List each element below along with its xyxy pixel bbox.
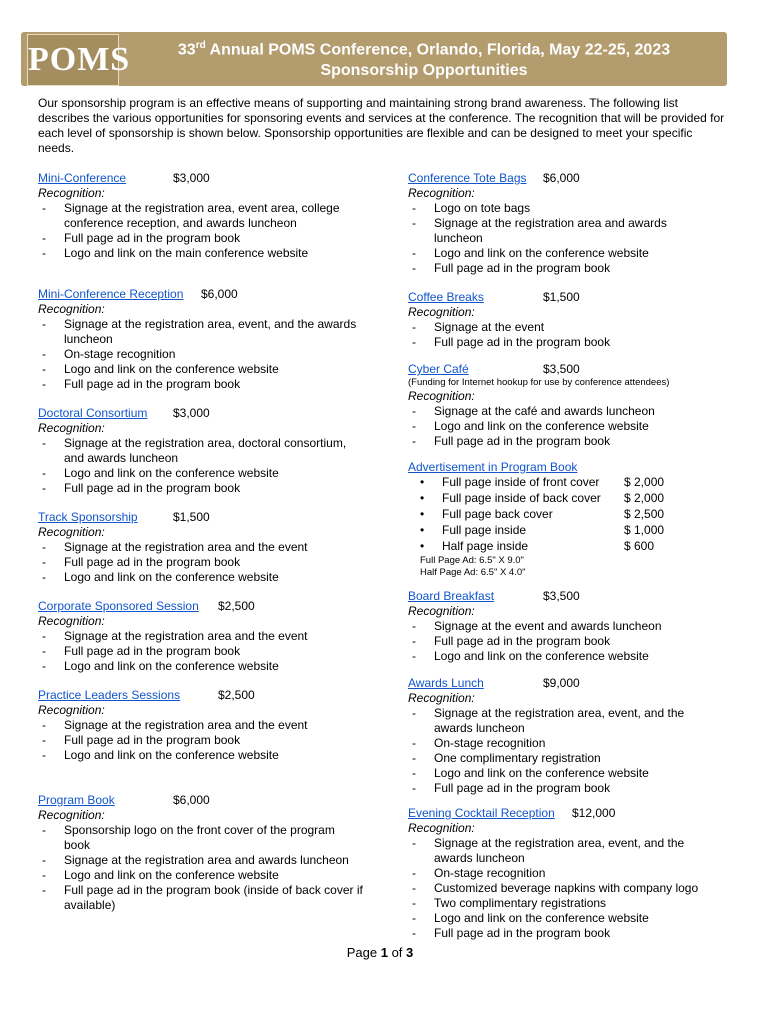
benefit-item: - Logo and link on the conference website [408, 649, 708, 664]
recognition-label: Recognition: [38, 703, 105, 717]
sponsorship-price: $9,000 [543, 676, 580, 690]
benefit-item: - Logo and link on the conference website [408, 246, 708, 261]
benefit-item: - Logo and link on the main conference website [38, 246, 368, 261]
funding-note: (Funding for Internet hookup for use by conference attendees) [408, 377, 670, 388]
benefit-item: - Customized beverage napkins with company logo [408, 881, 723, 896]
benefit-item: - Full page ad in the program book [38, 231, 368, 246]
benefit-item: - Signage at the registration area and the event [38, 718, 368, 733]
sponsorship-title-link[interactable]: Track Sponsorship [38, 510, 138, 524]
sponsorship-corporate-session [38, 599, 368, 674]
benefit-item: - Two complimentary registrations [408, 896, 723, 911]
recognition-label: Recognition: [38, 614, 105, 628]
conference-title: 33rd Annual POMS Conference, Orlando, Florida, May 22-25, 2023 [177, 40, 671, 59]
recognition-label: Recognition: [38, 808, 105, 822]
recognition-label: Recognition: [408, 691, 475, 705]
benefit-item: - Sponsorship logo on the front cover of the program book [38, 823, 363, 853]
sponsorship-title-link[interactable]: Conference Tote Bags [408, 171, 527, 185]
sponsorship-title-link[interactable]: Mini-Conference Reception [38, 287, 184, 301]
page-header [21, 32, 727, 86]
sponsorship-tote-bags [408, 171, 708, 276]
sponsorship-price: $3,500 [543, 362, 580, 376]
ad-option [408, 491, 708, 507]
intro-paragraph: Our sponsorship program is an effective means of supporting and maintaining strong brand awareness. The following list describes the various opportunities for sponsoring events and services at the conference. The recognition that will be provided for each level of sponsorship is shown below. Sponsorship opportunities are flexible and can be designed to meet your specific needs. [38, 96, 725, 155]
benefit-item: - Logo and link on the conference website [38, 466, 368, 481]
benefit-item: - Logo and link on the conference website [38, 748, 368, 763]
benefit-item: - Signage at the registration area and the event [38, 629, 368, 644]
sponsorship-price: $6,000 [173, 793, 210, 807]
recognition-label: Recognition: [408, 389, 475, 403]
benefit-item: - Full page ad in the program book [408, 634, 708, 649]
benefit-item: - On-stage recognition [408, 866, 723, 881]
sponsorship-title-link[interactable]: Corporate Sponsored Session [38, 599, 199, 613]
benefit-item: - Logo and link on the conference website [408, 911, 723, 926]
ad-option-label: Full page inside of front cover [442, 475, 600, 489]
sponsorship-price: $12,000 [572, 806, 616, 820]
sponsorship-title-link[interactable]: Program Book [38, 793, 115, 807]
ad-option-label: Full page inside [442, 523, 527, 537]
benefit-item: - Logo and link on the conference website [38, 868, 363, 883]
ad-option [408, 475, 708, 491]
benefit-item: - On-stage recognition [408, 736, 708, 751]
sponsorship-price: $2,500 [218, 688, 255, 702]
ad-option-price: $ 2,500 [624, 507, 665, 521]
benefit-item: - Full page ad in the program book [408, 434, 728, 449]
ad-option [408, 507, 708, 523]
sponsorship-title-link[interactable]: Advertisement in Program Book [408, 460, 578, 474]
benefit-item: - Signage at the registration area, event, and the awards luncheon [408, 836, 723, 866]
benefit-item: - Full page ad in the program book [408, 781, 708, 796]
sponsorship-doctoral-consortium [38, 406, 368, 496]
benefit-item: - Full page ad in the program book [38, 377, 368, 392]
ad-option-price: $ 1,000 [624, 523, 665, 537]
sponsorship-track-sponsorship [38, 510, 368, 585]
benefit-item: - Signage at the registration area, event area, college conference reception, and awards luncheon [38, 201, 368, 231]
page-number [0, 945, 760, 960]
sponsorship-title-link[interactable]: Cyber Café [408, 362, 469, 376]
recognition-label: Recognition: [38, 302, 105, 316]
benefit-item: - Full page ad in the program book [38, 555, 368, 570]
recognition-label: Recognition: [408, 186, 475, 200]
benefit-item: - Full page ad in the program book [38, 733, 368, 748]
sponsorship-coffee-breaks [408, 290, 708, 350]
recognition-label: Recognition: [408, 604, 475, 618]
sponsorship-price: $6,000 [543, 171, 580, 185]
benefit-item: - Signage at the event [408, 320, 708, 335]
benefit-item: - Signage at the registration area, event, and the awards luncheon [408, 706, 708, 736]
sponsorship-title-link[interactable]: Mini-Conference [38, 171, 127, 185]
ad-size-half: Half Page Ad: 6.5" X 4.0" [420, 567, 526, 578]
sponsorship-board-breakfast [408, 589, 708, 664]
sponsorship-awards-lunch [408, 676, 708, 796]
benefit-item: - Signage at the registration area and awards luncheon [38, 853, 363, 868]
page-current: 1 [380, 945, 388, 960]
sponsorship-price: $1,500 [173, 510, 210, 524]
sponsorship-title-link[interactable]: Coffee Breaks [408, 290, 484, 304]
benefit-item: - One complimentary registration [408, 751, 708, 766]
benefit-item: - Signage at the event and awards luncheon [408, 619, 708, 634]
sponsorship-price: $3,000 [173, 171, 210, 185]
sponsorship-price: $6,000 [201, 287, 238, 301]
sponsorship-title-link[interactable]: Doctoral Consortium [38, 406, 148, 420]
recognition-label: Recognition: [38, 525, 105, 539]
sponsorship-price: $2,500 [218, 599, 255, 613]
sponsorship-price: $1,500 [543, 290, 580, 304]
sponsorship-title-link[interactable]: Awards Lunch [408, 676, 484, 690]
ad-option-price: $ 2,000 [624, 475, 665, 489]
benefit-item: - Full page ad in the program book [38, 481, 368, 496]
ad-option-label: Full page inside of back cover [442, 491, 601, 505]
ad-option [408, 539, 708, 555]
benefit-item: - Signage at the registration area, doctoral consortium, and awards luncheon [38, 436, 368, 466]
recognition-label: Recognition: [408, 821, 475, 835]
benefit-item: - Signage at the registration area, event, and the awards luncheon [38, 317, 368, 347]
benefit-item: - Logo on tote bags [408, 201, 708, 216]
benefit-item: - On-stage recognition [38, 347, 368, 362]
benefit-item: - Logo and link on the conference website [408, 766, 708, 781]
sponsorship-evening-cocktail [408, 806, 723, 941]
recognition-label: Recognition: [408, 305, 475, 319]
page-prefix: Page [346, 945, 381, 960]
benefit-item: - Full page ad in the program book [408, 926, 723, 941]
sponsorship-price: $3,000 [173, 406, 210, 420]
ad-option [408, 523, 708, 539]
benefit-item: - Full page ad in the program book [38, 644, 368, 659]
poms-logo: POMS [27, 34, 119, 86]
sponsorship-title-link[interactable]: Evening Cocktail Reception [408, 806, 555, 820]
benefit-item: - Logo and link on the conference website [408, 419, 728, 434]
sponsorship-title-link[interactable]: Board Breakfast [408, 589, 495, 603]
ad-option-label: Full page back cover [442, 507, 553, 521]
benefit-item: - Signage at the café and awards luncheon [408, 404, 728, 419]
benefit-item: - Full page ad in the program book [408, 261, 708, 276]
benefit-item: - Logo and link on the conference website [38, 362, 368, 377]
ad-size-full: Full Page Ad: 6.5" X 9.0" [420, 555, 524, 566]
sponsorship-mini-conference-reception [38, 287, 368, 392]
ad-option-price: $ 600 [624, 539, 655, 553]
recognition-label: Recognition: [38, 421, 105, 435]
sponsorship-title-link[interactable]: Practice Leaders Sessions [38, 688, 181, 702]
sponsorship-practice-leaders [38, 688, 368, 763]
sponsorship-price: $3,500 [543, 589, 580, 603]
sponsorship-mini-conference [38, 171, 368, 261]
ad-option-price: $ 2,000 [624, 491, 665, 505]
benefit-item: - Logo and link on the conference website [38, 570, 368, 585]
benefit-item: - Logo and link on the conference website [38, 659, 368, 674]
recognition-label: Recognition: [38, 186, 105, 200]
benefit-item: - Full page ad in the program book [408, 335, 708, 350]
sponsorship-advertisement [408, 460, 708, 579]
page-of: of [387, 945, 407, 960]
benefit-item: - Signage at the registration area and awards luncheon [408, 216, 708, 246]
page-total: 3 [406, 945, 414, 960]
sponsorship-cyber-cafe [408, 362, 728, 449]
benefit-item: - Full page ad in the program book (inside of back cover if available) [38, 883, 363, 913]
ad-option-label: Half page inside [442, 539, 529, 553]
sponsorship-program-book [38, 793, 363, 913]
page-subtitle: Sponsorship Opportunities [320, 62, 528, 79]
benefit-item: - Signage at the registration area and the event [38, 540, 368, 555]
